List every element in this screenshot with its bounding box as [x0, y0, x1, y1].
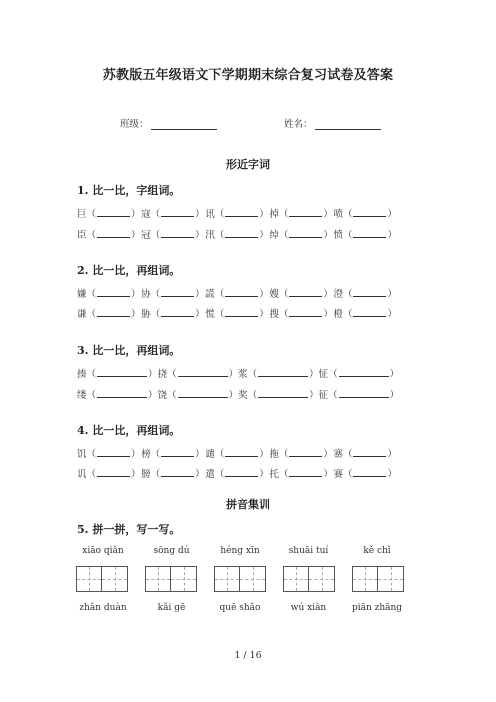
answer-blank[interactable] — [353, 207, 386, 217]
answer-blank[interactable] — [161, 307, 194, 317]
word-item: 遣（ ） — [205, 469, 269, 480]
pinyin-label: kǎi gē — [157, 603, 186, 613]
writing-box-pair — [214, 566, 266, 592]
word-item: 喷（ ） — [333, 209, 397, 220]
word-item: 谴（ ） — [205, 449, 269, 460]
answer-blank[interactable] — [339, 367, 389, 377]
word-item: 协（ ） — [141, 289, 205, 300]
section-title-pinyin: 拼音集训 — [226, 498, 270, 511]
word-item: 胁（ ） — [141, 309, 205, 320]
question-4-heading: 4. 比一比，再组词。 — [77, 424, 181, 437]
question-4-row-2 — [77, 466, 397, 480]
pinyin-label: héng xīn — [220, 546, 260, 556]
answer-blank[interactable] — [289, 207, 322, 217]
class-label: 班级： — [120, 119, 149, 130]
answer-blank[interactable] — [178, 367, 228, 377]
answer-blank[interactable] — [161, 228, 194, 238]
answer-blank[interactable] — [225, 467, 258, 477]
writing-cell[interactable] — [240, 566, 266, 592]
answer-blank[interactable] — [289, 228, 322, 238]
word-item: 缕（ ） — [77, 390, 158, 401]
pinyin-row-bottom — [72, 603, 408, 613]
name-label: 姓名： — [284, 119, 313, 130]
writing-cell[interactable] — [352, 566, 378, 592]
pinyin-label: xiāo qiǎn — [82, 546, 124, 556]
answer-blank[interactable] — [161, 287, 194, 297]
question-5-heading: 5. 拼一拼，写一写。 — [77, 523, 181, 536]
answer-blank[interactable] — [161, 447, 194, 457]
answer-blank[interactable] — [97, 228, 130, 238]
answer-blank[interactable] — [353, 287, 386, 297]
question-2-row-1 — [77, 286, 397, 300]
class-blank[interactable] — [151, 119, 217, 130]
word-item: 怔（ ） — [318, 369, 400, 380]
writing-cell[interactable] — [145, 566, 171, 592]
word-item: 谦（ ） — [77, 309, 141, 320]
writing-box-pair — [283, 566, 335, 592]
answer-blank[interactable] — [258, 388, 308, 398]
writing-box-pair — [145, 566, 197, 592]
question-2-row-2 — [77, 306, 397, 320]
class-field — [120, 116, 217, 130]
answer-blank[interactable] — [97, 207, 130, 217]
writing-cell[interactable] — [171, 566, 197, 592]
pinyin-row-top — [72, 546, 408, 556]
word-item: 嫌（ ） — [77, 289, 141, 300]
question-3-row-1 — [77, 366, 400, 380]
writing-cell[interactable] — [378, 566, 404, 592]
name-blank[interactable] — [315, 119, 381, 130]
word-item: 绰（ ） — [269, 230, 333, 241]
writing-box-pair — [76, 566, 128, 592]
word-item: 臣（ ） — [77, 230, 141, 241]
pinyin-label: wú xiàn — [290, 603, 327, 613]
answer-blank[interactable] — [339, 388, 389, 398]
writing-cell[interactable] — [309, 566, 335, 592]
question-3-row-2 — [77, 387, 400, 401]
answer-blank[interactable] — [289, 447, 322, 457]
answer-blank[interactable] — [97, 367, 147, 377]
answer-blank[interactable] — [97, 307, 130, 317]
word-item: 饥（ ） — [77, 449, 141, 460]
answer-blank[interactable] — [353, 228, 386, 238]
answer-blank[interactable] — [353, 307, 386, 317]
word-item: 榜（ ） — [141, 449, 205, 460]
word-item: 寇（ ） — [141, 209, 205, 220]
word-item: 澄（ ） — [333, 289, 397, 300]
word-item: 謊（ ） — [205, 289, 269, 300]
writing-cell[interactable] — [76, 566, 102, 592]
word-item: 搜（ ） — [269, 309, 333, 320]
word-item: 巨（ ） — [77, 209, 141, 220]
answer-blank[interactable] — [225, 447, 258, 457]
word-item: 赛（ ） — [333, 469, 397, 480]
pinyin-label: sōng dú — [153, 546, 190, 556]
answer-blank[interactable] — [289, 287, 322, 297]
word-item: 嫂（ ） — [269, 289, 333, 300]
word-item: 讯（ ） — [205, 209, 269, 220]
word-item: 橙（ ） — [333, 309, 397, 320]
word-item: 讥（ ） — [77, 469, 141, 480]
word-item: 拖（ ） — [269, 449, 333, 460]
question-1-heading: 1. 比一比，字组词。 — [77, 184, 181, 197]
word-item: 愤（ ） — [333, 230, 397, 241]
writing-grid-row — [76, 566, 404, 592]
question-4-row-1 — [77, 446, 397, 460]
question-3-heading: 3. 比一比，再组词。 — [77, 344, 181, 357]
pinyin-label: shuāi tuí — [288, 546, 329, 556]
word-item: 托（ ） — [269, 469, 333, 480]
pinyin-label: piān zhāng — [351, 603, 403, 613]
word-item: 汛（ ） — [205, 230, 269, 241]
answer-blank[interactable] — [97, 467, 130, 477]
answer-blank[interactable] — [178, 388, 228, 398]
pinyin-label: zhǎn duàn — [79, 603, 127, 613]
answer-blank[interactable] — [97, 287, 130, 297]
page-number: 1 / 16 — [234, 650, 262, 661]
answer-blank[interactable] — [97, 447, 130, 457]
question-1-row-1 — [77, 206, 397, 220]
answer-blank[interactable] — [353, 467, 386, 477]
word-item: 征（ ） — [318, 390, 400, 401]
answer-blank[interactable] — [225, 307, 258, 317]
answer-blank[interactable] — [225, 228, 258, 238]
writing-cell[interactable] — [283, 566, 309, 592]
name-field — [284, 116, 381, 130]
word-item: 掉（ ） — [269, 209, 333, 220]
answer-blank[interactable] — [289, 467, 322, 477]
answer-blank[interactable] — [353, 447, 386, 457]
word-item: 膀（ ） — [141, 469, 205, 480]
answer-blank[interactable] — [225, 207, 258, 217]
word-item: 寨（ ） — [333, 449, 397, 460]
pinyin-label: kě chǐ — [363, 546, 391, 556]
word-item: 挠（ ） — [157, 369, 239, 380]
page-title: 苏教版五年级语文下学期期末综合复习试卷及答案 — [102, 68, 394, 83]
question-1-row-2 — [77, 227, 397, 241]
answer-blank[interactable] — [161, 207, 194, 217]
question-2-heading: 2. 比一比，再组词。 — [77, 264, 181, 277]
writing-cell[interactable] — [214, 566, 240, 592]
answer-blank[interactable] — [97, 388, 147, 398]
word-item: 冠（ ） — [141, 230, 205, 241]
word-item: 浆（ ） — [238, 369, 319, 380]
word-item: 慌（ ） — [205, 309, 269, 320]
pinyin-label: quē shǎo — [219, 603, 261, 613]
answer-blank[interactable] — [289, 307, 322, 317]
answer-blank[interactable] — [258, 367, 308, 377]
answer-blank[interactable] — [225, 287, 258, 297]
writing-box-pair — [352, 566, 404, 592]
word-item: 饶（ ） — [157, 390, 239, 401]
word-item: 揍（ ） — [77, 369, 158, 380]
writing-cell[interactable] — [102, 566, 128, 592]
answer-blank[interactable] — [161, 467, 194, 477]
section-title-similar-chars: 形近字词 — [226, 158, 270, 171]
word-item: 奖（ ） — [238, 390, 319, 401]
